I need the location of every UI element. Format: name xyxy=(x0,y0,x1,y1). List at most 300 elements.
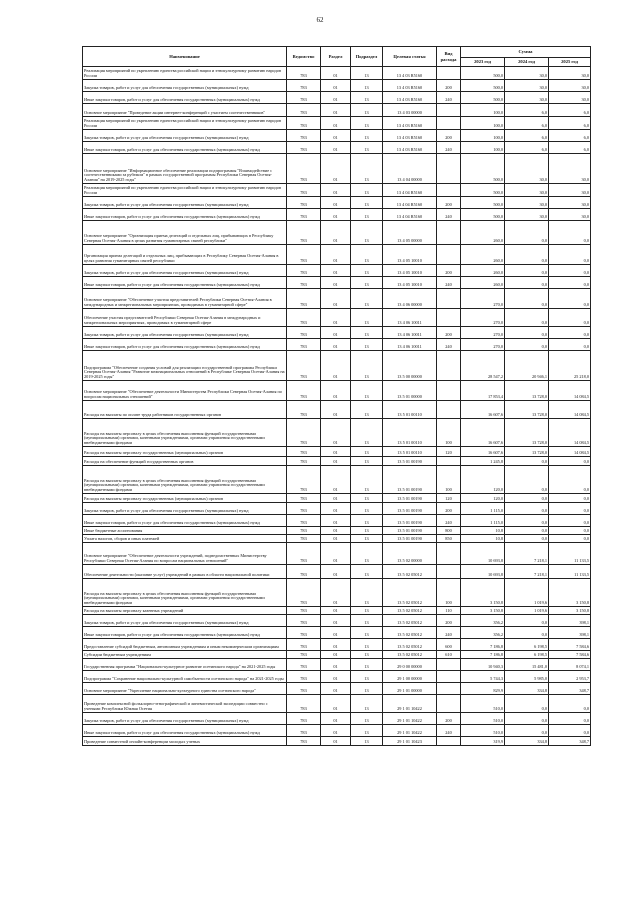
row-exp-type: 200 xyxy=(437,130,461,142)
row-name: Подпрограмма "Сохранение национально-культурной самобытности осетинского народа" на 2021-2025 годы xyxy=(83,671,287,683)
row-exp-type xyxy=(437,737,461,746)
row-subsection: 13 xyxy=(351,265,383,277)
row-sum-2023: 356,2 xyxy=(461,627,505,639)
row-section: 01 xyxy=(321,265,351,277)
row-sum-2025: 30,0 xyxy=(549,67,591,80)
row-sum-2023: 500,0 xyxy=(461,184,505,197)
row-sum-2024: 20 946,1 xyxy=(505,351,549,381)
row-sum-2023: 5 744,3 xyxy=(461,671,505,683)
row-sum-2023: 1 245,8 xyxy=(461,457,505,466)
row-ministry: 783 xyxy=(287,117,321,130)
row-subsection: 13 xyxy=(351,401,383,419)
row-target: 13 4 06 00000 xyxy=(383,289,437,309)
header-sum: Сумма xyxy=(461,47,591,58)
row-sum-2023: 500,0 xyxy=(461,92,505,104)
row-target: 29 1 01 10422 xyxy=(383,713,437,725)
row-name: Подпрограмма "Обеспечение создания условий для реализации государственной программы Республики Северная Осетия-Алания "Развитие межнациональных отношений в Республике Северная Осетия-Алания на 2019-2025 годы" xyxy=(83,351,287,381)
row-sum-2023: 500,0 xyxy=(461,197,505,209)
row-sum-2025: 0,0 xyxy=(549,494,591,503)
row-exp-type xyxy=(437,351,461,381)
row-sum-2023: 100,0 xyxy=(461,142,505,154)
row-subsection: 13 xyxy=(351,466,383,494)
table-row xyxy=(83,327,591,339)
row-section: 01 xyxy=(321,515,351,527)
header-name: Наименование xyxy=(83,47,287,67)
row-name: Иные закупки товаров, работ и услуг для обеспечения государственных (муниципальных) нужд xyxy=(83,515,287,527)
row-sum-2024: 6,0 xyxy=(505,142,549,154)
row-sum-2025: 0,0 xyxy=(549,695,591,713)
row-section: 01 xyxy=(321,197,351,209)
row-exp-type: 240 xyxy=(437,142,461,154)
table-row xyxy=(83,67,591,80)
row-section: 01 xyxy=(321,713,351,725)
row-sum-2024: 0,0 xyxy=(505,713,549,725)
row-sum-2024: 30,0 xyxy=(505,67,549,80)
page-number: 62 xyxy=(316,16,324,24)
table-row xyxy=(83,651,591,659)
row-target: 13 4 04 R5160 xyxy=(383,184,437,197)
row-sum-2023: 260,0 xyxy=(461,265,505,277)
table-row xyxy=(83,339,591,351)
row-sum-2023: 270,0 xyxy=(461,339,505,351)
row-section: 01 xyxy=(321,327,351,339)
row-sum-2024: 6 198,5 xyxy=(505,639,549,651)
row-sum-2023: 260,0 xyxy=(461,221,505,245)
table-row xyxy=(83,197,591,209)
row-target: 13 5 02 05012 xyxy=(383,627,437,639)
row-sum-2025: 11 133,5 xyxy=(549,543,591,565)
row-target: 13 5 01 00110 xyxy=(383,401,437,419)
row-ministry: 783 xyxy=(287,277,321,289)
row-subsection: 13 xyxy=(351,651,383,659)
row-sum-2023: 16 607,6 xyxy=(461,447,505,457)
table-row xyxy=(83,615,591,627)
table-row xyxy=(83,92,591,104)
row-subsection: 13 xyxy=(351,579,383,607)
row-ministry: 783 xyxy=(287,535,321,543)
row-name: Предоставление субсидий бюджетным, автономным учреждениям и иным некоммерческим организациям xyxy=(83,639,287,651)
row-ministry: 783 xyxy=(287,543,321,565)
row-sum-2023: 319,9 xyxy=(461,737,505,746)
row-name: Расходы на выплаты по оплате труда работников государственных органов xyxy=(83,401,287,419)
row-section: 01 xyxy=(321,80,351,92)
table-row xyxy=(83,639,591,651)
row-sum-2024: 0,0 xyxy=(505,245,549,265)
row-subsection: 13 xyxy=(351,117,383,130)
row-target: 13 5 01 00190 xyxy=(383,457,437,466)
row-sum-2025: 7 584,6 xyxy=(549,651,591,659)
row-sum-2024: 30,0 xyxy=(505,80,549,92)
row-subsection: 13 xyxy=(351,737,383,746)
row-sum-2024: 30,0 xyxy=(505,184,549,197)
row-sum-2024: 7 218,1 xyxy=(505,565,549,579)
row-ministry: 783 xyxy=(287,339,321,351)
row-name: Проведение комплексной фольклорно-этнографической и лингвистической экспедиции совместно с учеными Республики Южная Осетия xyxy=(83,695,287,713)
row-subsection: 13 xyxy=(351,309,383,327)
row-sum-2024: 0,0 xyxy=(505,466,549,494)
row-sum-2024: 0,0 xyxy=(505,265,549,277)
row-exp-type xyxy=(437,184,461,197)
row-subsection: 13 xyxy=(351,639,383,651)
table-row xyxy=(83,579,591,607)
table-row xyxy=(83,209,591,221)
row-exp-type: 240 xyxy=(437,627,461,639)
row-exp-type xyxy=(437,543,461,565)
row-sum-2025: 0,0 xyxy=(549,265,591,277)
row-subsection: 13 xyxy=(351,327,383,339)
header-subsection: Подраздел xyxy=(351,47,383,67)
row-sum-2023: 1 115,0 xyxy=(461,503,505,515)
row-ministry: 783 xyxy=(287,515,321,527)
row-target: 29 1 00 00000 xyxy=(383,671,437,683)
row-exp-type: 240 xyxy=(437,277,461,289)
row-name: Иные закупки товаров, работ и услуг для обеспечения государственных (муниципальных) нужд xyxy=(83,92,287,104)
row-sum-2023: 356,2 xyxy=(461,615,505,627)
row-target: 13 4 03 R5160 xyxy=(383,80,437,92)
row-subsection: 13 xyxy=(351,277,383,289)
row-exp-type xyxy=(437,457,461,466)
row-name: Расходы на выплаты персоналу казенных учреждений xyxy=(83,607,287,615)
row-section: 01 xyxy=(321,67,351,80)
header-exp-type: Вид расхода xyxy=(437,47,461,67)
row-section: 01 xyxy=(321,221,351,245)
row-exp-type xyxy=(437,245,461,265)
row-target: 13 4 04 R5160 xyxy=(383,209,437,221)
row-name: Реализация мероприятий по укреплению единства российской нации и этнокультурному развитию народов России xyxy=(83,67,287,80)
row-section: 01 xyxy=(321,695,351,713)
row-subsection: 13 xyxy=(351,503,383,515)
row-target: 13 5 02 00000 xyxy=(383,543,437,565)
row-exp-type xyxy=(437,671,461,683)
row-exp-type xyxy=(437,565,461,579)
row-sum-2024: 7 218,1 xyxy=(505,543,549,565)
row-sum-2024: 30,0 xyxy=(505,197,549,209)
row-ministry: 783 xyxy=(287,494,321,503)
row-sum-2024: 30,0 xyxy=(505,154,549,184)
row-ministry: 783 xyxy=(287,695,321,713)
table-row xyxy=(83,117,591,130)
row-target: 13 5 01 00190 xyxy=(383,466,437,494)
row-target: 13 4 06 10011 xyxy=(383,327,437,339)
row-sum-2023: 500,0 xyxy=(461,209,505,221)
row-ministry: 783 xyxy=(287,327,321,339)
row-subsection: 13 xyxy=(351,130,383,142)
row-sum-2025: 0,0 xyxy=(549,245,591,265)
row-sum-2023: 120,0 xyxy=(461,466,505,494)
table-row xyxy=(83,245,591,265)
table-row xyxy=(83,627,591,639)
row-name: Реализация мероприятий по укреплению единства российской нации и этнокультурному развитию народов России xyxy=(83,184,287,197)
row-name: Закупка товаров, работ и услуг для обеспечения государственных (муниципальных) нужд xyxy=(83,80,287,92)
row-sum-2025: 0,0 xyxy=(549,339,591,351)
row-sum-2024: 1 019,6 xyxy=(505,607,549,615)
row-sum-2024: 0,0 xyxy=(505,221,549,245)
header-target: Целевая статья xyxy=(383,47,437,67)
row-subsection: 13 xyxy=(351,683,383,695)
row-exp-type: 610 xyxy=(437,651,461,659)
row-name: Основное мероприятие "Укрепление национально-культурного единства осетинского народа" xyxy=(83,683,287,695)
row-name: Иные закупки товаров, работ и услуг для обеспечения государственных (муниципальных) нужд xyxy=(83,339,287,351)
row-name: Иные закупки товаров, работ и услуг для обеспечения государственных (муниципальных) нужд xyxy=(83,209,287,221)
row-sum-2023: 500,0 xyxy=(461,80,505,92)
row-ministry: 783 xyxy=(287,142,321,154)
row-section: 01 xyxy=(321,289,351,309)
row-target: 13 4 03 R5160 xyxy=(383,67,437,80)
row-name: Расходы на выплаты персоналу в целях обеспечения выполнения функций государственными (муниципальными) органами, казенными учреждениями, органами управления государственными внебюджетными фондами xyxy=(83,466,287,494)
row-sum-2024: 0,0 xyxy=(505,327,549,339)
row-sum-2025: 30,0 xyxy=(549,92,591,104)
row-exp-type: 240 xyxy=(437,725,461,737)
row-target: 13 5 02 05012 xyxy=(383,579,437,607)
header-section: Раздел xyxy=(321,47,351,67)
table-row xyxy=(83,221,591,245)
row-sum-2024: 0,0 xyxy=(505,725,549,737)
table-row xyxy=(83,447,591,457)
row-sum-2025: 0,0 xyxy=(549,277,591,289)
row-subsection: 13 xyxy=(351,671,383,683)
table-row xyxy=(83,466,591,494)
row-ministry: 783 xyxy=(287,565,321,579)
row-name: Иные закупки товаров, работ и услуг для обеспечения государственных (муниципальных) нужд xyxy=(83,627,287,639)
table-row xyxy=(83,419,591,447)
row-sum-2025: 14 084,5 xyxy=(549,401,591,419)
row-section: 01 xyxy=(321,92,351,104)
row-sum-2023: 120,0 xyxy=(461,494,505,503)
row-name: Закупка товаров, работ и услуг для обеспечения государственных (муниципальных) нужд xyxy=(83,713,287,725)
row-sum-2025: 0,0 xyxy=(549,503,591,515)
row-target: 13 5 00 00000 xyxy=(383,351,437,381)
row-subsection: 13 xyxy=(351,419,383,447)
row-sum-2024: 0,0 xyxy=(505,503,549,515)
row-name: Расходы на выплаты персоналу в целях обеспечения выполнения функций государственными (муниципальными) органами, казенными учреждениями, органами управления государственными внебюджетными фондами xyxy=(83,419,287,447)
row-subsection: 13 xyxy=(351,142,383,154)
row-ministry: 783 xyxy=(287,527,321,535)
row-section: 01 xyxy=(321,339,351,351)
row-sum-2023: 10 940,3 xyxy=(461,659,505,671)
row-section: 01 xyxy=(321,627,351,639)
row-sum-2025: 398,1 xyxy=(549,627,591,639)
row-sum-2023: 260,0 xyxy=(461,245,505,265)
header-year-2024: 2024 год xyxy=(505,58,549,67)
row-sum-2024: 13 728,0 xyxy=(505,419,549,447)
row-ministry: 783 xyxy=(287,309,321,327)
table-row xyxy=(83,725,591,737)
row-sum-2025: 348,7 xyxy=(549,683,591,695)
row-target: 29 0 00 00000 xyxy=(383,659,437,671)
row-exp-type xyxy=(437,381,461,401)
row-name: Закупка товаров, работ и услуг для обеспечения государственных (муниципальных) нужд xyxy=(83,130,287,142)
row-section: 01 xyxy=(321,117,351,130)
row-target: 13 5 01 00000 xyxy=(383,381,437,401)
row-target: 29 1 01 10422 xyxy=(383,725,437,737)
row-sum-2024: 0,0 xyxy=(505,309,549,327)
row-name: Основное мероприятие "Организация приема делегаций и отдельных лиц, прибывающих в Республику Северная Осетия-Алания в целях развития гуманитарных связей республики" xyxy=(83,221,287,245)
row-ministry: 783 xyxy=(287,92,321,104)
table-row xyxy=(83,683,591,695)
row-sum-2025: 6,0 xyxy=(549,142,591,154)
row-sum-2024: 334,8 xyxy=(505,683,549,695)
row-sum-2024: 6,0 xyxy=(505,117,549,130)
row-ministry: 783 xyxy=(287,457,321,466)
row-ministry: 783 xyxy=(287,245,321,265)
row-sum-2025: 3 150,8 xyxy=(549,579,591,607)
row-name: Закупка товаров, работ и услуг для обеспечения государственных (муниципальных) нужд xyxy=(83,615,287,627)
row-ministry: 783 xyxy=(287,503,321,515)
row-subsection: 13 xyxy=(351,725,383,737)
row-subsection: 13 xyxy=(351,339,383,351)
row-sum-2024: 0,0 xyxy=(505,289,549,309)
table-row xyxy=(83,607,591,615)
row-name: Уплата налогов, сборов и иных платежей xyxy=(83,535,287,543)
row-target: 13 5 01 00190 xyxy=(383,494,437,503)
budget-table xyxy=(82,46,591,746)
row-name: Государственная программа "Национально-культурное развитие осетинского народа" на 2021-2025 годы xyxy=(83,659,287,671)
row-name: Иные закупки товаров, работ и услуг для обеспечения государственных (муниципальных) нужд xyxy=(83,725,287,737)
table-row xyxy=(83,154,591,184)
row-sum-2023: 260,0 xyxy=(461,277,505,289)
row-subsection: 13 xyxy=(351,713,383,725)
row-sum-2023: 10 693,8 xyxy=(461,565,505,579)
row-name: Расходы на обеспечение функций государственных органов xyxy=(83,457,287,466)
row-name: Проведение совместной онлайн-конференции молодых ученых xyxy=(83,737,287,746)
row-sum-2025: 30,0 xyxy=(549,80,591,92)
row-section: 01 xyxy=(321,659,351,671)
row-sum-2025: 0,0 xyxy=(549,289,591,309)
row-section: 01 xyxy=(321,154,351,184)
row-sum-2025: 6,0 xyxy=(549,117,591,130)
row-exp-type: 200 xyxy=(437,80,461,92)
row-subsection: 13 xyxy=(351,289,383,309)
row-exp-type xyxy=(437,221,461,245)
row-name: Основное мероприятие "Обеспечение участия представителей Республики Северная Осетия-Алания в международных и межрегиональных мероприятиях, проводимых в гуманитарной сфере" xyxy=(83,289,287,309)
row-exp-type: 240 xyxy=(437,92,461,104)
row-target: 13 4 03 R5160 xyxy=(383,130,437,142)
row-section: 01 xyxy=(321,457,351,466)
row-sum-2024: 0,0 xyxy=(505,615,549,627)
row-ministry: 783 xyxy=(287,401,321,419)
row-ministry: 783 xyxy=(287,615,321,627)
row-section: 01 xyxy=(321,503,351,515)
row-exp-type: 800 xyxy=(437,527,461,535)
row-section: 01 xyxy=(321,639,351,651)
row-sum-2025: 0,0 xyxy=(549,221,591,245)
row-sum-2023: 100,0 xyxy=(461,104,505,117)
row-subsection: 13 xyxy=(351,104,383,117)
row-section: 01 xyxy=(321,579,351,607)
row-sum-2024: 6,0 xyxy=(505,130,549,142)
row-section: 01 xyxy=(321,737,351,746)
row-sum-2025: 7 584,6 xyxy=(549,639,591,651)
row-exp-type: 120 xyxy=(437,494,461,503)
row-section: 01 xyxy=(321,527,351,535)
row-exp-type: 240 xyxy=(437,339,461,351)
row-subsection: 13 xyxy=(351,245,383,265)
row-section: 01 xyxy=(321,309,351,327)
row-exp-type xyxy=(437,67,461,80)
row-sum-2023: 16 607,6 xyxy=(461,419,505,447)
row-target: 13 5 02 05012 xyxy=(383,565,437,579)
row-name: Реализация мероприятий по укреплению единства российской нации и этнокультурному развитию народов России xyxy=(83,117,287,130)
row-ministry: 783 xyxy=(287,67,321,80)
table-row xyxy=(83,713,591,725)
row-subsection: 13 xyxy=(351,457,383,466)
row-target: 13 4 03 R5160 xyxy=(383,142,437,154)
row-exp-type xyxy=(437,104,461,117)
row-subsection: 13 xyxy=(351,381,383,401)
row-subsection: 13 xyxy=(351,494,383,503)
row-name: Основное мероприятие "Обеспечение деятельности учреждений, подведомственных Министерству Республики Северная Осетия-Алания по вопросам национальных отношений" xyxy=(83,543,287,565)
row-sum-2023: 500,0 xyxy=(461,154,505,184)
row-subsection: 13 xyxy=(351,447,383,457)
table-row xyxy=(83,659,591,671)
row-sum-2023: 1 115,0 xyxy=(461,515,505,527)
row-ministry: 783 xyxy=(287,184,321,197)
row-exp-type: 200 xyxy=(437,197,461,209)
row-section: 01 xyxy=(321,615,351,627)
row-sum-2023: 3 150,8 xyxy=(461,607,505,615)
row-sum-2025: 0,0 xyxy=(549,327,591,339)
row-subsection: 13 xyxy=(351,615,383,627)
row-subsection: 13 xyxy=(351,627,383,639)
table-row xyxy=(83,401,591,419)
row-sum-2024: 0,0 xyxy=(505,339,549,351)
row-ministry: 783 xyxy=(287,419,321,447)
row-exp-type: 110 xyxy=(437,607,461,615)
row-exp-type: 200 xyxy=(437,327,461,339)
row-subsection: 13 xyxy=(351,515,383,527)
row-section: 01 xyxy=(321,130,351,142)
row-subsection: 13 xyxy=(351,607,383,615)
row-sum-2025: 14 084,5 xyxy=(549,419,591,447)
row-ministry: 783 xyxy=(287,447,321,457)
row-exp-type xyxy=(437,154,461,184)
row-exp-type: 200 xyxy=(437,503,461,515)
row-sum-2024: 6 198,5 xyxy=(505,651,549,659)
table-row xyxy=(83,695,591,713)
table-row xyxy=(83,309,591,327)
row-target: 13 5 01 00190 xyxy=(383,515,437,527)
row-section: 01 xyxy=(321,277,351,289)
row-ministry: 783 xyxy=(287,607,321,615)
row-section: 01 xyxy=(321,543,351,565)
row-subsection: 13 xyxy=(351,543,383,565)
row-target: 13 5 02 05012 xyxy=(383,639,437,651)
row-section: 01 xyxy=(321,494,351,503)
row-target: 13 5 02 05012 xyxy=(383,607,437,615)
row-ministry: 783 xyxy=(287,381,321,401)
row-sum-2025: 30,0 xyxy=(549,197,591,209)
row-sum-2023: 100,0 xyxy=(461,117,505,130)
row-sum-2025: 14 084,5 xyxy=(549,447,591,457)
row-exp-type: 850 xyxy=(437,535,461,543)
row-subsection: 13 xyxy=(351,535,383,543)
row-sum-2023: 270,0 xyxy=(461,289,505,309)
row-sum-2025: 30,0 xyxy=(549,154,591,184)
row-section: 01 xyxy=(321,683,351,695)
row-section: 01 xyxy=(321,419,351,447)
row-sum-2025: 8 074,1 xyxy=(549,659,591,671)
row-exp-type: 100 xyxy=(437,466,461,494)
row-subsection: 13 xyxy=(351,565,383,579)
row-target: 13 5 01 00190 xyxy=(383,503,437,515)
row-ministry: 783 xyxy=(287,154,321,184)
row-sum-2025: 398,1 xyxy=(549,615,591,627)
row-sum-2023: 10,8 xyxy=(461,535,505,543)
row-name: Субсидии бюджетным учреждениям xyxy=(83,651,287,659)
row-exp-type: 600 xyxy=(437,639,461,651)
row-target: 13 4 03 R5160 xyxy=(383,117,437,130)
row-subsection: 13 xyxy=(351,80,383,92)
